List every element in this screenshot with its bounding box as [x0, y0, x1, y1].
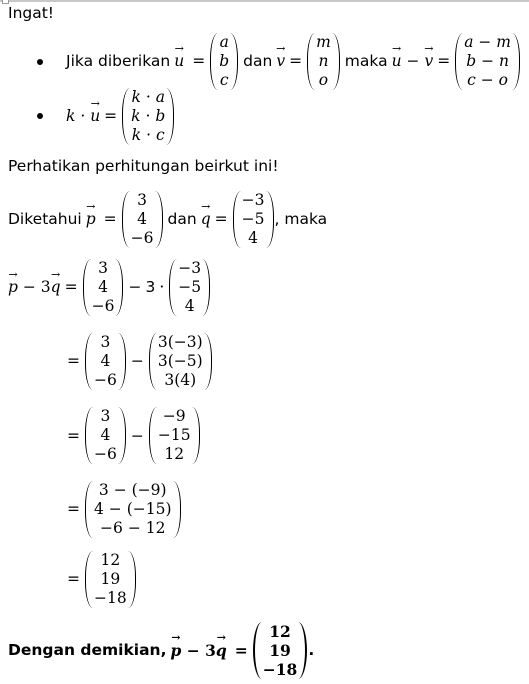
equals-sign: =: [67, 500, 80, 518]
minus-sign: −: [130, 426, 144, 445]
k-dot-u: k · → u: [66, 107, 100, 125]
step-5-vector: [85, 551, 136, 608]
step-3-vector-3q: [149, 407, 200, 464]
vector-cell: −15: [157, 426, 191, 444]
vector-cell: −3: [178, 258, 202, 277]
scalar-3: 3: [145, 278, 156, 296]
equals-sign: =: [103, 210, 117, 228]
equals-sign: =: [67, 570, 80, 588]
vector-cell: 3(4): [164, 370, 197, 389]
vector-k-u: [122, 88, 174, 145]
vector-cell: 4: [100, 426, 111, 444]
step-1-vector-p: [83, 259, 124, 316]
q-symbol: → q: [201, 210, 211, 228]
minus-sign: −: [128, 278, 142, 296]
vector-cell: 3: [98, 258, 108, 277]
vector-q-cell: 4: [248, 228, 258, 247]
step-4: [63, 480, 182, 538]
vector-v-cell: o: [318, 70, 329, 89]
step-3: [63, 408, 201, 463]
vector-q-cell: −3: [241, 190, 265, 209]
u-symbol: → u: [174, 52, 184, 70]
vector-cell: 4: [98, 277, 108, 296]
vector-p-cell: 3: [137, 190, 148, 209]
dot-operator: ·: [159, 278, 165, 296]
bullet-rule-2: [37, 113, 43, 119]
vector-cell: 4 − (−15): [94, 499, 172, 518]
vector-p-cell: 4: [137, 209, 148, 228]
u-minus-v: → u − → v: [392, 52, 434, 70]
step-1-vector-q: [169, 259, 210, 316]
step-2-vector-3q: [149, 333, 212, 390]
step-4-vector: [85, 481, 181, 538]
rule-1-lead: Jika diberikan: [66, 52, 171, 70]
vector-cell: 12: [164, 445, 185, 463]
vector-u-cell: a: [219, 32, 229, 51]
step-2-vector-p: [85, 333, 126, 390]
vector-u-cell: c: [219, 70, 229, 89]
vector-cell: −6: [94, 370, 117, 389]
heading-ingat: Ingat!: [8, 4, 55, 22]
vector-cell: 3 − (−9): [98, 480, 167, 499]
given-dan: dan: [167, 210, 197, 228]
equals-sign: =: [192, 52, 206, 70]
vector-cell: 12: [269, 621, 291, 641]
step-5: [63, 550, 137, 608]
conclusion-lead: Dengan demikian,: [8, 641, 167, 659]
vector-cell: −5: [178, 277, 202, 296]
ruler-line: [0, 0, 529, 2]
vector-q-cell: −5: [241, 209, 265, 228]
vector-cell: 19: [269, 640, 291, 660]
equals-sign: =: [234, 640, 248, 660]
vector-cell: 3: [100, 332, 111, 351]
vector-ku-cell: k · a: [131, 87, 165, 106]
vector-p-cell: −6: [130, 228, 154, 247]
step-2: [63, 331, 213, 391]
vector-cell: −6 − 12: [100, 518, 166, 537]
vector-cell: −6: [94, 445, 117, 463]
vector-p: [122, 191, 163, 248]
p-minus-3q-bold: → p − 3→ q: [170, 641, 226, 660]
vector-q: [233, 191, 274, 248]
vector-cell: 3(−5): [157, 351, 203, 370]
rule-2: [66, 87, 175, 144]
step-1: [8, 258, 211, 315]
conclusion-tail: .: [308, 641, 315, 659]
vector-result-cell: b − n: [466, 51, 509, 70]
vector-u: [210, 33, 238, 90]
vector-cell: 19: [100, 569, 121, 588]
vector-cell: 3: [100, 407, 111, 425]
vector-cell: 4: [184, 296, 195, 315]
equals-sign: =: [214, 210, 228, 228]
vector-v-cell: m: [316, 32, 331, 51]
given-line: [8, 190, 328, 247]
p-minus-3q: → p − 3→ q: [8, 278, 61, 296]
rule-1: [66, 32, 521, 89]
vector-v: [307, 33, 340, 90]
vector-cell: −18: [262, 659, 298, 679]
intro-text: Perhatikan perhitungan beirkut ini!: [8, 157, 279, 175]
given-tail: , maka: [274, 210, 328, 228]
rule-1-maka: maka: [344, 52, 388, 70]
equals-sign: =: [67, 352, 80, 370]
vector-ku-cell: k · b: [131, 106, 166, 125]
vector-cell: 3(−3): [157, 332, 203, 351]
given-lead: Diketahui: [8, 210, 82, 228]
vector-cell: −18: [94, 588, 127, 607]
vector-ku-cell: k · c: [131, 125, 165, 144]
bullet-rule-1: [37, 59, 43, 65]
vector-cell: −9: [162, 407, 186, 425]
equals-sign: =: [64, 278, 78, 296]
step-3-vector-p: [85, 407, 126, 464]
vector-cell: 12: [100, 550, 121, 569]
vector-u-cell: b: [219, 51, 230, 70]
v-symbol: → v: [276, 52, 285, 70]
conclusion-line: [8, 620, 314, 680]
vector-cell: −6: [91, 296, 115, 315]
equals-sign: =: [104, 107, 118, 125]
equals-sign: =: [289, 52, 303, 70]
vector-result-cell: a − m: [464, 32, 511, 51]
rule-1-dan: dan: [243, 52, 273, 70]
vector-cell: 4: [100, 351, 111, 370]
vector-result-cell: c − o: [467, 70, 509, 89]
equals-sign: =: [437, 52, 451, 70]
equals-sign: =: [67, 426, 80, 445]
p-symbol: → p: [86, 210, 96, 228]
minus-sign: −: [130, 352, 144, 370]
vector-v-cell: n: [318, 51, 329, 70]
vector-u-minus-v: [455, 33, 520, 90]
conclusion-vector: [253, 622, 308, 679]
